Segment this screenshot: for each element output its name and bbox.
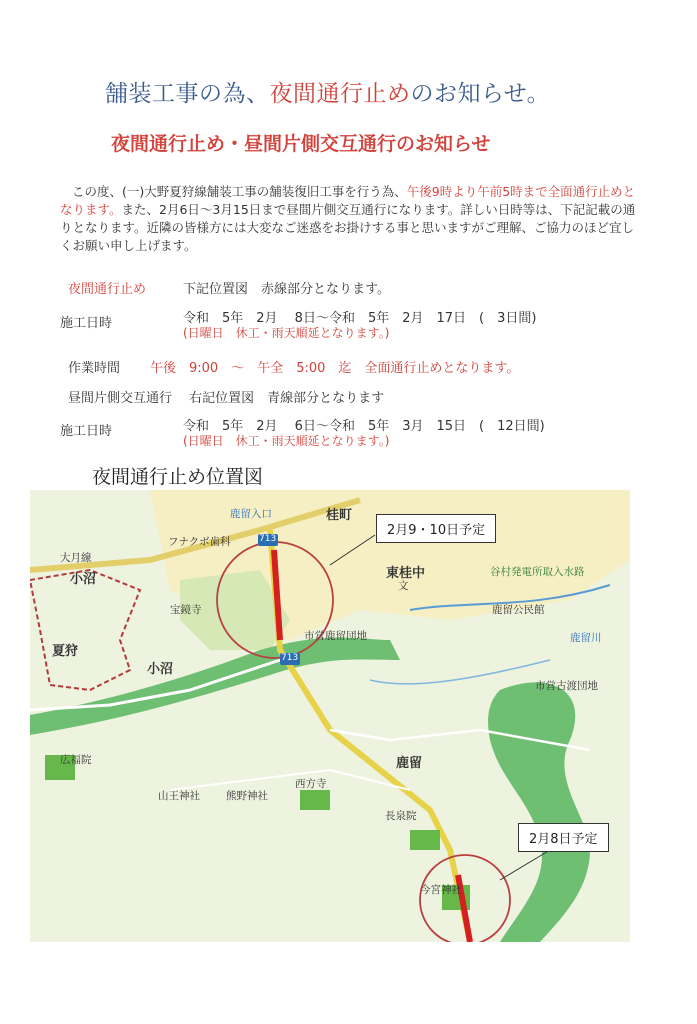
intro-text-1: この度、(一)大野夏狩線舗装工事の舗装復旧工事を行う為、 (72, 184, 407, 199)
label-chosenin: 長泉院 (385, 810, 417, 822)
day-label: 昼間片側交互通行 右記位置図 青線部分となります (68, 391, 385, 406)
school-icon: 文 (398, 580, 409, 592)
day-date-value: 令和 5年 2月 6日～令和 5年 3月 15日 ( 12日間) (183, 419, 545, 434)
title-suffix: のお知らせ。 (410, 81, 551, 107)
label-higashikatsura: 東桂中 (386, 566, 426, 581)
route-713b-label: 713 (281, 653, 299, 663)
title-text: 舗装工事の為、 (105, 81, 270, 107)
label-shikadomegawa: 鹿留川 (570, 632, 602, 644)
night-date-value: 令和 5年 2月 8日～令和 5年 2月 17日 ( 3日間) (183, 311, 537, 326)
label-imamiya: 今宮神社 (420, 884, 462, 896)
work-time-label: 作業時間 (68, 361, 121, 376)
map-title: 夜間通行止め位置図 (92, 466, 264, 488)
label-katsuramachi: 桂町 (326, 508, 353, 523)
label-saihoji: 西方寺 (295, 778, 327, 790)
park-chosenin (410, 830, 440, 850)
location-map (30, 490, 630, 942)
park-saihoji (300, 790, 330, 810)
route-713-label: 713 (259, 534, 277, 544)
callout-feb8: 2月8日予定 (518, 823, 609, 852)
title-highlight: 夜間通行止め (269, 81, 411, 107)
intro-highlight: 午後9時より午前5時まで全面通行止めとなります。 (60, 184, 636, 217)
page-subtitle (111, 129, 490, 156)
night-desc: 下記位置図 赤線部分となります。 (183, 282, 390, 297)
map-graphic (30, 490, 630, 942)
label-shikadome-iriguchi: 鹿留入口 (230, 508, 272, 520)
label-sannou: 山王神社 (158, 790, 200, 802)
label-otsuki-line: 大月線 (60, 552, 92, 564)
night-label: 夜間通行止め (68, 282, 147, 297)
night-date-label: 施工日時 (60, 316, 113, 331)
label-hokyoji: 宝鏡寺 (170, 604, 202, 616)
label-kofukuin: 広福院 (60, 754, 92, 766)
label-shiei-furuwatari: 市営古渡団地 (535, 680, 598, 692)
subtitle-suffix: のお知らせ (396, 133, 491, 155)
callout-feb9-10: 2月9・10日予定 (376, 514, 496, 543)
label-kominkan: 鹿留公民館 (492, 604, 545, 616)
intro-text-2: また、2月6日～3月15日まで昼間片側交互通行になります。詳しい日時等は、下記記載の通りとなります。近隣の皆様方には大変なご迷惑をお掛けする事と思いますがご理解、ご協力のほど宜しくお願い申し上げます。 (60, 202, 636, 253)
work-time-value: 午後 9:00 ～ 午全 5:00 迄 全面通行止めとなります。 (150, 361, 520, 376)
subtitle-highlight: 夜間通行止め・昼間片側交互通行 (111, 133, 397, 155)
label-konuma-2: 小沼 (147, 662, 174, 677)
intro-paragraph (60, 183, 640, 255)
label-shikadome: 鹿留 (396, 756, 423, 771)
night-note: (日曜日 休工・雨天順延となります。) (183, 326, 390, 340)
page-title (105, 75, 550, 108)
label-tanimura: 谷村発電所取入水路 (490, 566, 585, 578)
label-fujinakubo: フナクボ歯科 (168, 536, 231, 548)
label-konuma: 小沼 (70, 572, 97, 587)
day-note: (日曜日 休工・雨天順延となります。) (183, 434, 390, 448)
day-date-label: 施工日時 (60, 424, 113, 439)
label-natsukari: 夏狩 (52, 644, 79, 659)
label-shiei-shikadome: 市営鹿留団地 (304, 630, 367, 642)
label-kumano: 熊野神社 (226, 790, 268, 802)
